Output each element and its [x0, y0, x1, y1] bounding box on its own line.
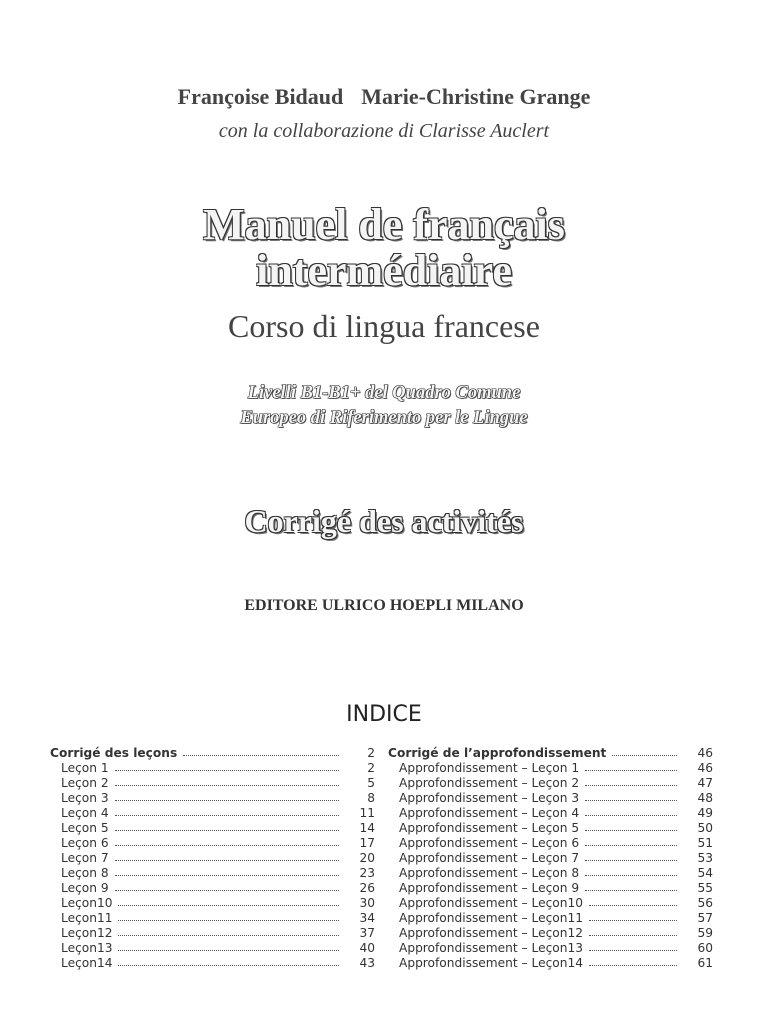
dot-leader [115, 806, 339, 816]
toc-entry [50, 896, 375, 911]
toc-entry-label: Corrigé de l’approfondissement [388, 746, 607, 760]
toc-entry-label: Leçon 2 [61, 776, 109, 790]
collaboration-line: con la collaborazione di Clarisse Auclert [218, 120, 550, 142]
dot-leader [585, 881, 677, 891]
toc-entry-label: Approfondissement – Leçon 6 [399, 836, 580, 850]
dot-leader [589, 941, 677, 951]
toc-entry-label: Leçon12 [61, 926, 113, 940]
dot-leader [118, 911, 339, 921]
dot-leader [585, 761, 677, 771]
toc-page-number: 34 [359, 911, 375, 925]
toc-page-number: 8 [367, 791, 375, 805]
toc-page-number: 59 [697, 926, 713, 940]
toc-page-number: 56 [697, 896, 713, 910]
toc-page-number: 30 [359, 896, 375, 910]
dot-leader [115, 851, 339, 861]
toc-entry [50, 956, 375, 971]
book-title-line: Manuel de français [203, 200, 565, 249]
book-title [0, 202, 768, 294]
book-title-line: intermédiaire [256, 246, 512, 295]
toc-entry [50, 806, 375, 821]
dot-leader [118, 926, 339, 936]
toc-entry-label: Approfondissement – Leçon 7 [399, 851, 580, 865]
author-name: Marie-Christine Grange [361, 84, 591, 109]
corrige-heading: Corrigé des activités [244, 503, 524, 539]
toc-entry [388, 821, 713, 836]
toc-entry-label: Leçon 3 [61, 791, 109, 805]
dot-leader [612, 746, 677, 756]
dot-leader [585, 866, 677, 876]
toc-entry-label: Leçon 6 [61, 836, 109, 850]
dot-leader [585, 851, 677, 861]
dot-leader [115, 761, 339, 771]
toc-page-number: 14 [359, 821, 375, 835]
toc-entry-label: Approfondissement – Leçon 4 [399, 806, 580, 820]
toc-entry [50, 761, 375, 776]
dot-leader [115, 821, 339, 831]
toc-entry [388, 896, 713, 911]
dot-leader [115, 881, 339, 891]
toc-entry-label: Leçon11 [61, 911, 113, 925]
toc-entry-label: Leçon 8 [61, 866, 109, 880]
dot-leader [183, 746, 339, 756]
dot-leader [585, 776, 677, 786]
toc-entry-label: Leçon 9 [61, 881, 109, 895]
toc-page-number: 40 [359, 941, 375, 955]
toc-entry [50, 821, 375, 836]
toc-page-number: 60 [697, 941, 713, 955]
toc-entry [388, 836, 713, 851]
dot-leader [589, 911, 677, 921]
toc-page-number: 53 [697, 851, 713, 865]
dot-leader [589, 956, 677, 966]
toc-entry [388, 776, 713, 791]
toc-entry-label: Approfondissement – Leçon10 [399, 896, 583, 910]
toc-entry-label: Approfondissement – Leçon 8 [399, 866, 580, 880]
toc-page-number: 51 [697, 836, 713, 850]
index-heading: INDICE [346, 702, 422, 727]
toc-column-left [50, 746, 375, 971]
toc-entry [388, 911, 713, 926]
toc-entry-label: Approfondissement – Leçon 1 [399, 761, 580, 775]
toc-entry [388, 881, 713, 896]
book-subtitle: Corso di lingua francese [228, 308, 540, 344]
toc-entry-label: Leçon 5 [61, 821, 109, 835]
dot-leader [115, 791, 339, 801]
toc-page-number: 26 [359, 881, 375, 895]
toc-entry-label: Approfondissement – Leçon14 [399, 956, 583, 970]
levels-line: Livelli B1-B1+ del Quadro Comune [247, 383, 521, 403]
toc-page-number: 20 [359, 851, 375, 865]
dot-leader [118, 896, 339, 906]
toc-entry [388, 806, 713, 821]
toc-entry [50, 941, 375, 956]
toc-section-heading [50, 746, 375, 761]
toc-entry-label: Leçon14 [61, 956, 113, 970]
dot-leader [118, 941, 339, 951]
toc-section-heading [388, 746, 713, 761]
toc-entry [388, 761, 713, 776]
dot-leader [115, 836, 339, 846]
dot-leader [585, 836, 677, 846]
toc-entry [50, 851, 375, 866]
dot-leader [585, 821, 677, 831]
authors-line [0, 84, 768, 110]
toc-entry-label: Leçon10 [61, 896, 113, 910]
toc-entry [388, 956, 713, 971]
toc-entry [50, 836, 375, 851]
toc-page-number: 54 [697, 866, 713, 880]
toc-entry [388, 941, 713, 956]
toc-page-number: 17 [359, 836, 375, 850]
toc-page-number: 5 [367, 776, 375, 790]
toc-page-number: 50 [697, 821, 713, 835]
toc-page-number: 46 [697, 761, 713, 775]
toc-entry-label: Leçon 4 [61, 806, 109, 820]
toc-entry-label: Corrigé des leçons [50, 746, 178, 760]
toc-page-number: 11 [359, 806, 375, 820]
toc-page-number: 61 [697, 956, 713, 970]
toc-page-number: 23 [359, 866, 375, 880]
author-name: Françoise Bidaud [177, 84, 344, 109]
publisher-name: EDITORE ULRICO HOEPLI MILANO [244, 597, 524, 614]
toc-entry-label: Leçon 7 [61, 851, 109, 865]
dot-leader [589, 896, 677, 906]
dot-leader [115, 776, 339, 786]
toc-entry [50, 866, 375, 881]
toc-entry-label: Approfondissement – Leçon 2 [399, 776, 580, 790]
toc-page-number: 49 [697, 806, 713, 820]
toc-page-number: 47 [697, 776, 713, 790]
toc-page-number: 2 [367, 761, 375, 775]
toc-entry [50, 926, 375, 941]
toc-page-number: 48 [697, 791, 713, 805]
toc-page-number: 55 [697, 881, 713, 895]
dot-leader [589, 926, 677, 936]
dot-leader [585, 806, 677, 816]
toc-entry-label: Approfondissement – Leçon13 [399, 941, 583, 955]
toc-entry [50, 911, 375, 926]
levels-line: Europeo di Riferimento per le Lingue [240, 408, 528, 428]
toc-entry [388, 926, 713, 941]
toc-page-number: 46 [697, 746, 713, 760]
toc-page-number: 2 [367, 746, 375, 760]
dot-leader [585, 791, 677, 801]
toc-page-number: 37 [359, 926, 375, 940]
toc-entry-label: Approfondissement – Leçon12 [399, 926, 583, 940]
toc-entry [50, 791, 375, 806]
dot-leader [118, 956, 339, 966]
toc-entry-label: Approfondissement – Leçon 3 [399, 791, 580, 805]
toc-entry [388, 866, 713, 881]
toc-page-number: 43 [359, 956, 375, 970]
toc-entry-label: Approfondissement – Leçon 9 [399, 881, 580, 895]
toc-entry [388, 791, 713, 806]
toc-entry-label: Leçon 1 [61, 761, 109, 775]
dot-leader [115, 866, 339, 876]
toc-entry-label: Leçon13 [61, 941, 113, 955]
toc-entry-label: Approfondissement – Leçon 5 [399, 821, 580, 835]
toc-entry [50, 776, 375, 791]
levels-text [0, 381, 768, 431]
toc-entry [50, 881, 375, 896]
toc-column-right [388, 746, 713, 971]
toc-entry-label: Approfondissement – Leçon11 [399, 911, 583, 925]
toc-entry [388, 851, 713, 866]
toc-page-number: 57 [697, 911, 713, 925]
